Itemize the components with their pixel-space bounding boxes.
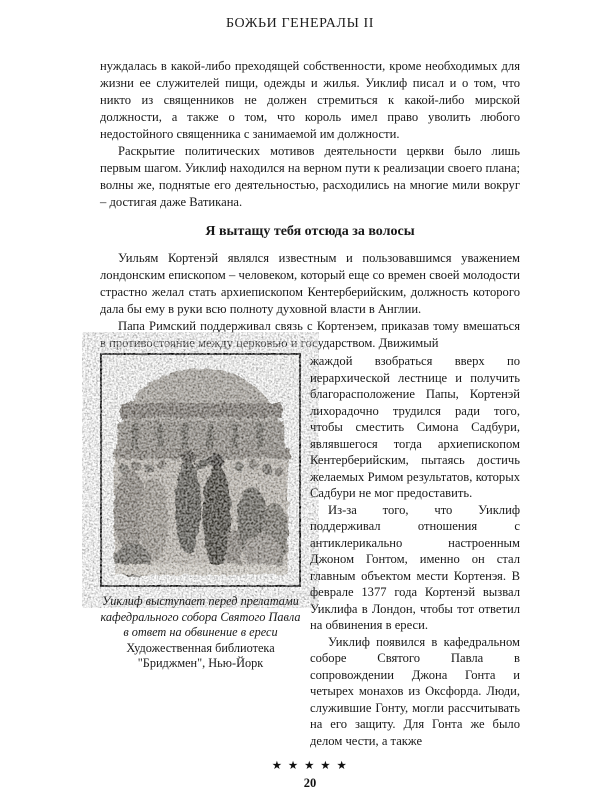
paragraph-4-continued: жаждой взобраться вверх по иерархической лестнице и получить благорасположение Папы, Кортенэй лихорадочно трудился ради того, чтобы сместить Симона Садбури, являвшегося тогда архиепископом Кентерберийским, пытаясь достичь желаемых Римом результатов, которых Садбури не мог предоставить. [310, 354, 520, 500]
figure-caption: Уиклиф выступает перед прелатами кафедрального собора Святого Павла в ответ на обвинение в ереси [100, 594, 301, 639]
text-wrap-columns [100, 353, 520, 749]
page-content [100, 58, 520, 792]
figure [100, 353, 301, 749]
paragraph-2: Раскрытие политических мотивов деятельности церкви было лишь первым шагом. Уиклиф находился на верном пути к реализации своего плана; волны же, поднятые его деятельностью, расходились на многие мили вокруг – достигая даже Ватикана. [100, 144, 520, 209]
section-heading: Я вытащу тебя отсюда за волосы [205, 224, 415, 239]
engraving-illustration [102, 355, 299, 585]
page-number: 20 [303, 776, 317, 790]
running-header: БОЖЬИ ГЕНЕРАЛЫ II [225, 16, 375, 31]
figure-credit-line1: Художественная библиотека [126, 640, 275, 655]
paragraph-3: Уильям Кортенэй являлся известным и пользовавшимся уважением лондонским епископом – человеком, который еще со времен своей молодости страстно желал стать архиепископом Кентерберийским, должность которого дала бы ему в руки всю полноту духовной власти в Англии. [100, 251, 520, 316]
paragraph-5: Из-за того, что Уиклиф поддерживал отношения с антиклерикально настроенным Джоном Гонтом, именно он стал главным объектом мести Кортенэя. В феврале 1377 года Кортенэй вызвал Уиклифа в Лондон, чтобы тот ответил на обвинения в ереси. [310, 502, 520, 632]
figure-caption-block [100, 594, 301, 672]
figure-credit-line2: "Бриджмен", Нью-Йорк [137, 656, 264, 670]
footer-stars: ★ ★ ★ ★ ★ [271, 760, 349, 772]
page-footer [100, 758, 520, 792]
paragraph-1: нуждалась в какой-либо преходящей собственности, кроме необходимых для жизни ее служителей пищи, одежды и жилья. Уиклиф писал и о том, что никто из священников не должен стремиться к какой-либо мирской должности, а также о том, что король имел право уволить любого недостойного священника с занимаемой им должности. [100, 59, 520, 141]
figure-frame [100, 353, 301, 587]
wrapped-text-column [310, 353, 520, 749]
paragraph-4-intro: Папа Римский поддерживал связь с Кортенэем, приказав тому вмешаться в противостояние между церковью и государством. Движимый [100, 319, 520, 350]
paragraph-6: Уиклиф появился в кафедральном соборе Святого Павла в сопровождении Джона Гонта и четырех монахов из Оксфорда. Люди, служившие Гонту, могли рассчитывать на его защиту. Для Гонта же было делом чести, а также [310, 634, 520, 748]
